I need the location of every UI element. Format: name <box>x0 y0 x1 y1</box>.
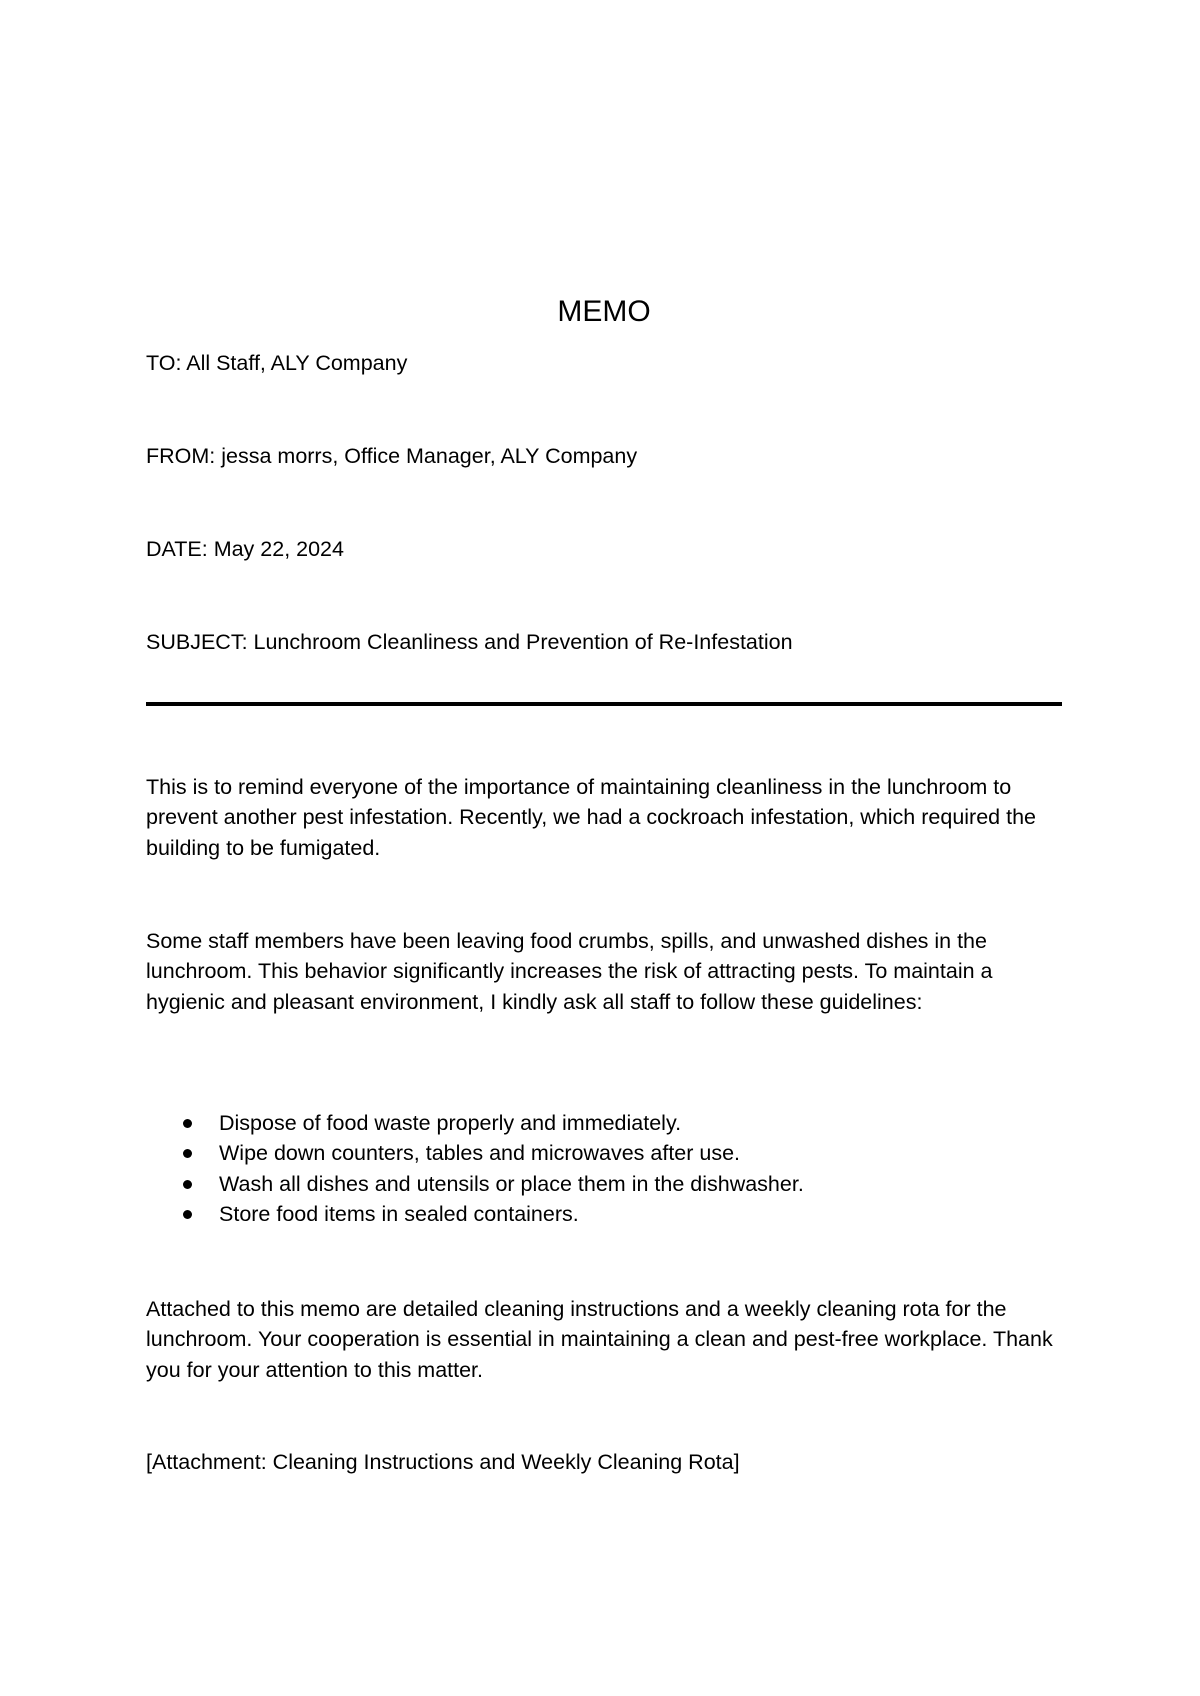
header-divider <box>146 702 1062 706</box>
bullet-icon <box>183 1180 192 1189</box>
attachment-note: [Attachment: Cleaning Instructions and Weekly Cleaning Rota] <box>146 1450 740 1474</box>
memo-title: MEMO <box>557 295 651 328</box>
subject-line: SUBJECT: Lunchroom Cleanliness and Prevention of Re-Infestation <box>146 630 793 654</box>
list-item <box>146 1199 1076 1229</box>
intro-paragraph: This is to remind everyone of the importance of maintaining cleanliness in the lunchroom to prevent another pest infestation. Recently, we had a cockroach infestation, which required the building to be fumigated. <box>146 775 1036 860</box>
closing-paragraph: Attached to this memo are detailed cleaning instructions and a weekly cleaning rota for the lunchroom. Your cooperation is essential in maintaining a clean and pest-free workplace. Thank you for your attention to this matter. <box>146 1297 1053 1382</box>
bullet-icon <box>183 1210 192 1219</box>
list-item-text: Dispose of food waste properly and immediately. <box>219 1111 682 1135</box>
issue-paragraph: Some staff members have been leaving food crumbs, spills, and unwashed dishes in the lunchroom. This behavior significantly increases the risk of attracting pests. To maintain a hygienic and pleasant environment, I kindly ask all staff to follow these guidelines: <box>146 929 993 1014</box>
list-item-text: Store food items in sealed containers. <box>219 1201 579 1226</box>
from-line: FROM: jessa morrs, Office Manager, ALY Company <box>146 444 638 468</box>
bullet-icon <box>183 1149 192 1158</box>
list-item <box>146 1138 1076 1168</box>
list-item <box>146 1108 1076 1138</box>
list-item <box>146 1169 1076 1199</box>
guidelines-list <box>146 1108 1076 1229</box>
to-line: TO: All Staff, ALY Company <box>146 351 408 375</box>
date-line: DATE: May 22, 2024 <box>146 537 344 561</box>
bullet-icon <box>183 1119 192 1128</box>
list-item-text: Wipe down counters, tables and microwaves after use. <box>219 1141 741 1166</box>
list-item-text: Wash all dishes and utensils or place them in the dishwasher. <box>219 1171 804 1196</box>
